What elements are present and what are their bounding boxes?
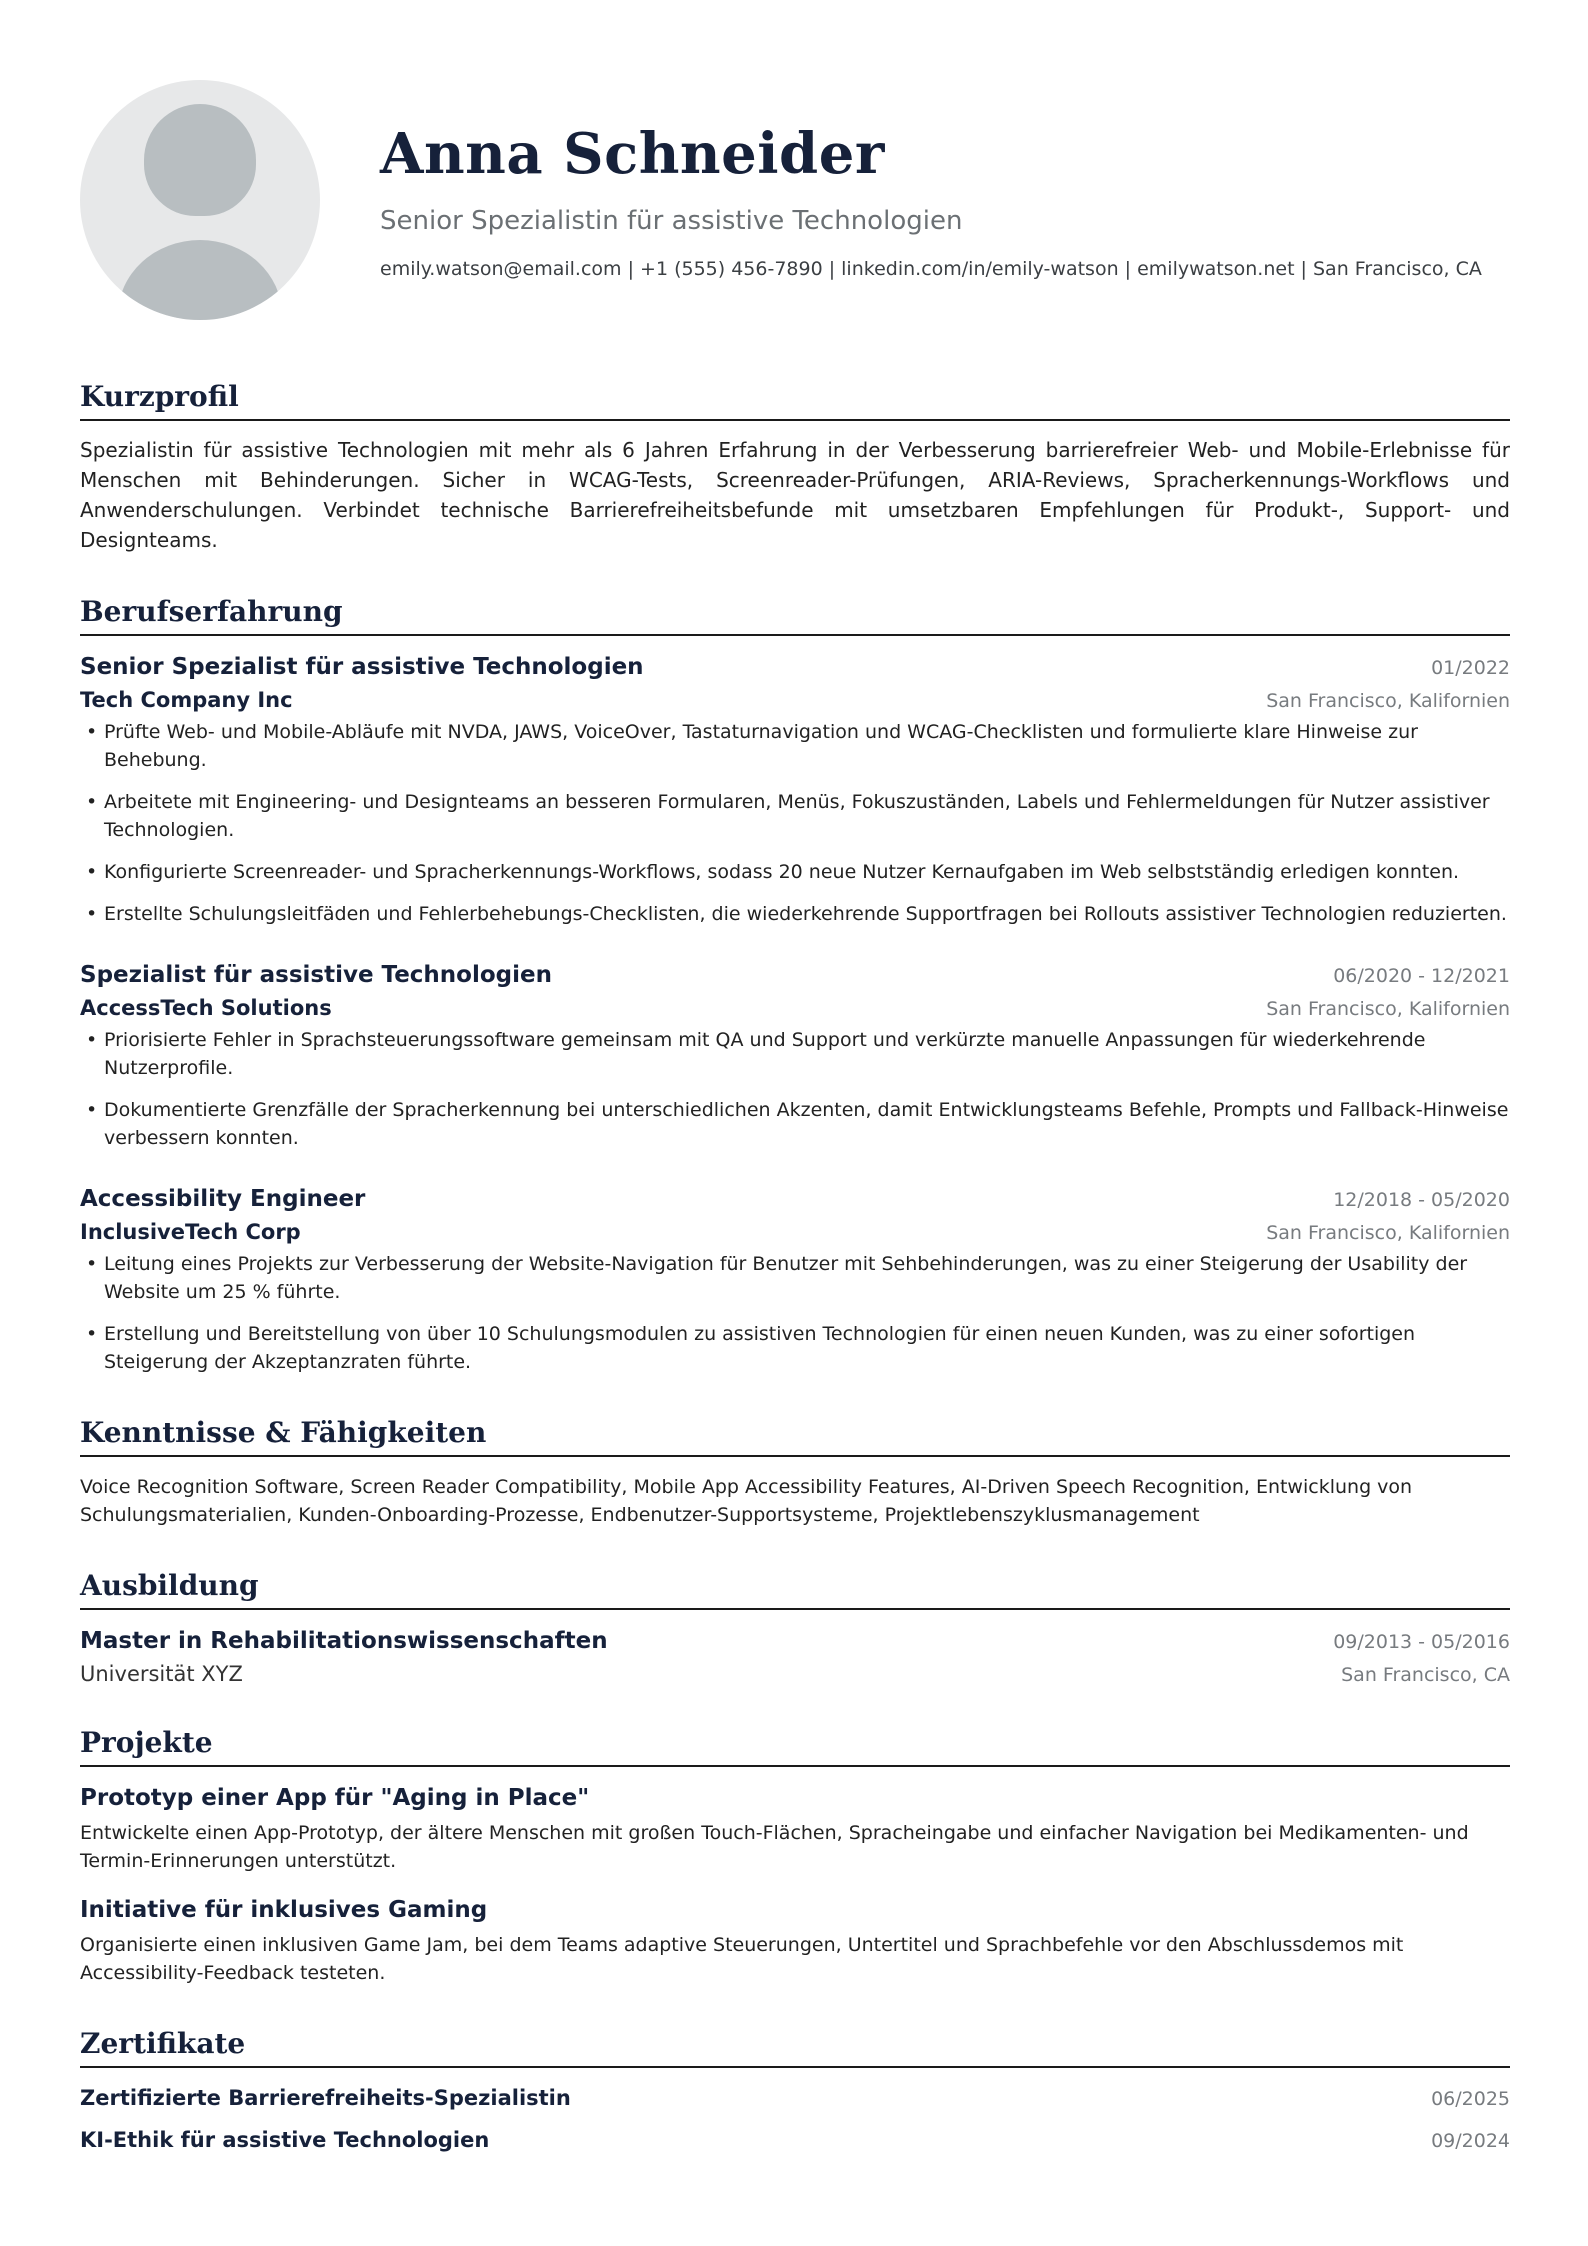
skills-heading: Kenntnisse & Fähigkeiten bbox=[80, 1416, 1510, 1457]
job-title: Accessibility Engineer bbox=[80, 1186, 366, 1212]
avatar-placeholder-icon bbox=[80, 80, 320, 320]
candidate-title: Senior Spezialistin für assistive Technologien bbox=[380, 205, 963, 236]
job-bullet: • Erstellung und Bereitstellung von über 10 Schulungsmodulen zu assistiven Technologien für einen neuen Kunden, was zu einer sofortigen Steigerung der Akzeptanzraten führte. bbox=[80, 1320, 1510, 1376]
job-date: 01/2022 bbox=[1431, 657, 1510, 679]
summary-section bbox=[80, 380, 1510, 555]
skills-section bbox=[80, 1416, 1510, 1529]
job-bullet: • Dokumentierte Grenzfälle der Spracherkennung bei unterschiedlichen Akzenten, damit Entwicklungsteams Befehle, Prompts und Fallback-Hinweise verbessern konnten. bbox=[80, 1096, 1510, 1152]
resume-header bbox=[80, 80, 1510, 320]
education-section bbox=[80, 1569, 1510, 1686]
certification-date: 06/2025 bbox=[1431, 2088, 1510, 2110]
job-entry bbox=[80, 654, 1510, 928]
certification-name: Zertifizierte Barrierefreiheits-Spezialistin bbox=[80, 2086, 571, 2110]
job-company: Tech Company Inc bbox=[80, 688, 293, 712]
education-degree-row bbox=[80, 1628, 1510, 1654]
job-location: San Francisco, Kalifornien bbox=[1266, 1222, 1510, 1244]
summary-heading: Kurzprofil bbox=[80, 380, 1510, 421]
certification-date: 09/2024 bbox=[1431, 2130, 1510, 2152]
education-heading: Ausbildung bbox=[80, 1569, 1510, 1610]
job-bullets bbox=[80, 1250, 1510, 1376]
job-bullets bbox=[80, 1026, 1510, 1152]
summary-text: Spezialistin für assistive Technologien mit mehr als 6 Jahren Erfahrung in der Verbesserung barrierefreier Web- und Mobile-Erlebnisse für Menschen mit Behinderungen. Sicher in WCAG-Tests, Screenreader-Prüfungen, ARIA-Reviews, Spracherkennungs-Workflows und Anwenderschulungen. Verbindet technische Barrierefreiheitsbefunde mit umsetzbaren Empfehlungen für Produkt-, Support- und Designteams. bbox=[80, 438, 1510, 552]
avatar-head-shape bbox=[144, 104, 256, 216]
job-bullet: • Leitung eines Projekts zur Verbesserung der Website-Navigation für Benutzer mit Sehbehinderungen, was zu einer Steigerung der Usability der Website um 25 % führte. bbox=[80, 1250, 1510, 1306]
contact-line: emily.watson@email.com | +1 (555) 456-7890 | linkedin.com/in/emily-watson | emilywatson.net | San Francisco, CA bbox=[380, 257, 1482, 280]
job-company-row bbox=[80, 996, 1510, 1020]
job-location: San Francisco, Kalifornien bbox=[1266, 998, 1510, 1020]
job-bullet: • Prüfte Web- und Mobile-Abläufe mit NVDA, JAWS, VoiceOver, Tastaturnavigation und WCAG-Checklisten und formulierte klare Hinweise zur Behebung. bbox=[80, 718, 1510, 774]
job-location: San Francisco, Kalifornien bbox=[1266, 690, 1510, 712]
certification-row bbox=[80, 2128, 1510, 2152]
certifications-section bbox=[80, 2027, 1510, 2152]
job-bullet: • Arbeitete mit Engineering- und Designteams an besseren Formularen, Menüs, Fokuszuständen, Labels und Fehlermeldungen für Nutzer assistiver Technologien. bbox=[80, 788, 1510, 844]
candidate-name: Anna Schneider bbox=[380, 121, 885, 187]
job-title-row bbox=[80, 962, 1510, 988]
projects-heading: Projekte bbox=[80, 1726, 1510, 1767]
job-bullet: • Konfigurierte Screenreader- und Spracherkennungs-Workflows, sodass 20 neue Nutzer Kernaufgaben im Web selbstständig erledigen konnten. bbox=[80, 858, 1510, 886]
skills-text: Voice Recognition Software, Screen Reader Compatibility, Mobile App Accessibility Features, AI-Driven Speech Recognition, Entwicklung von Schulungsmaterialien, Kunden-Onboarding-Prozesse, Endbenutzer-Supportsysteme, Projektlebenszyklusmanagement bbox=[80, 1476, 1413, 1526]
job-title: Senior Spezialist für assistive Technologien bbox=[80, 654, 644, 680]
experience-section bbox=[80, 595, 1510, 1376]
project-description: Organisierte einen inklusiven Game Jam, bei dem Teams adaptive Steuerungen, Untertitel und Sprachbefehle vor den Abschlussdemos mit Accessibility-Feedback testeten. bbox=[80, 1934, 1404, 1984]
project-entry bbox=[80, 1897, 1510, 1987]
education-school-row bbox=[80, 1662, 1510, 1686]
header-text bbox=[380, 80, 1482, 280]
project-title: Prototyp einer App für "Aging in Place" bbox=[80, 1785, 590, 1811]
project-entry bbox=[80, 1785, 1510, 1875]
job-company-row bbox=[80, 688, 1510, 712]
job-company-row bbox=[80, 1220, 1510, 1244]
experience-heading: Berufserfahrung bbox=[80, 595, 1510, 636]
project-description: Entwickelte einen App-Prototyp, der ältere Menschen mit großen Touch-Flächen, Spracheingabe und einfacher Navigation bei Medikamenten- und Termin-Erinnerungen unterstützt. bbox=[80, 1822, 1469, 1872]
job-date: 12/2018 - 05/2020 bbox=[1333, 1189, 1510, 1211]
project-title: Initiative für inklusives Gaming bbox=[80, 1897, 488, 1923]
job-company: InclusiveTech Corp bbox=[80, 1220, 301, 1244]
job-date: 06/2020 - 12/2021 bbox=[1333, 965, 1510, 987]
projects-section bbox=[80, 1726, 1510, 1987]
job-title: Spezialist für assistive Technologien bbox=[80, 962, 552, 988]
job-title-row bbox=[80, 1186, 1510, 1212]
job-entry bbox=[80, 1186, 1510, 1376]
education-school: Universität XYZ bbox=[80, 1662, 243, 1686]
certification-name: KI-Ethik für assistive Technologien bbox=[80, 2128, 490, 2152]
education-location: San Francisco, CA bbox=[1341, 1664, 1510, 1686]
education-date: 09/2013 - 05/2016 bbox=[1333, 1631, 1510, 1653]
job-company: AccessTech Solutions bbox=[80, 996, 332, 1020]
job-title-row bbox=[80, 654, 1510, 680]
job-bullet: • Erstellte Schulungsleitfäden und Fehlerbehebungs-Checklisten, die wiederkehrende Supportfragen bei Rollouts assistiver Technologien reduzierten. bbox=[80, 900, 1510, 928]
certification-row bbox=[80, 2086, 1510, 2110]
job-bullet: • Priorisierte Fehler in Sprachsteuerungssoftware gemeinsam mit QA und Support und verkürzte manuelle Anpassungen für wiederkehrende Nutzerprofile. bbox=[80, 1026, 1510, 1082]
avatar-body-shape bbox=[118, 240, 282, 320]
job-bullets bbox=[80, 718, 1510, 928]
certifications-heading: Zertifikate bbox=[80, 2027, 1510, 2068]
education-degree: Master in Rehabilitationswissenschaften bbox=[80, 1628, 608, 1654]
job-entry bbox=[80, 962, 1510, 1152]
resume-content bbox=[80, 80, 1510, 2152]
